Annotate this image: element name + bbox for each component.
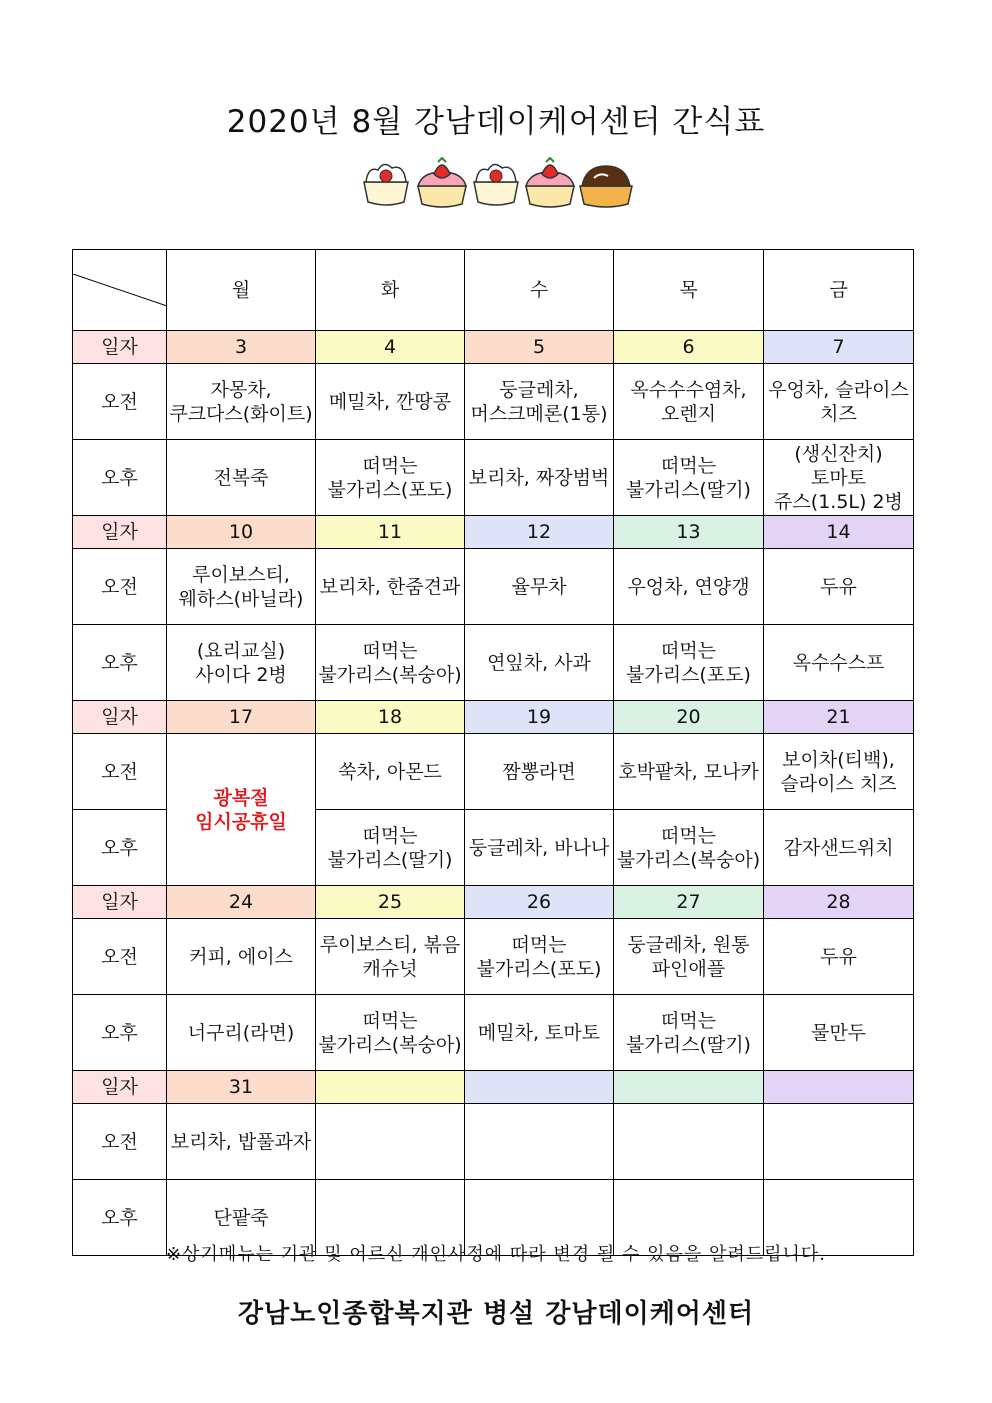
snack-cell: 루이보스티, 볶음 캐슈넛 — [316, 919, 465, 995]
am-row — [73, 549, 914, 625]
am-label: 오전 — [73, 1104, 167, 1180]
pm-row — [73, 995, 914, 1071]
date-cell — [764, 1071, 914, 1104]
date-row — [73, 516, 914, 549]
snack-cell: 우엉차, 슬라이스 치즈 — [764, 364, 914, 440]
date-cell — [316, 1071, 465, 1104]
weekday-wed: 수 — [465, 250, 614, 331]
date-label: 일자 — [73, 331, 167, 364]
date-label: 일자 — [73, 516, 167, 549]
date-cell: 26 — [465, 886, 614, 919]
weekday-thu: 목 — [614, 250, 764, 331]
snack-cell: 떠먹는 불가리스(복숭아) — [614, 810, 764, 886]
date-cell: 19 — [465, 701, 614, 734]
snack-cell: 자몽차, 쿠크다스(화이트) — [167, 364, 316, 440]
snack-cell: (생신잔치) 토마토 쥬스(1.5L) 2병 — [764, 440, 914, 516]
snack-cell: 옥수수스프 — [764, 625, 914, 701]
snack-cell: 커피, 에이스 — [167, 919, 316, 995]
am-label: 오전 — [73, 734, 167, 810]
snack-cell: 물만두 — [764, 995, 914, 1071]
weekday-header-row — [73, 250, 914, 331]
date-cell: 12 — [465, 516, 614, 549]
cream-cake-icon — [364, 164, 408, 205]
snack-cell: 옥수수수염차, 오렌지 — [614, 364, 764, 440]
pm-row — [73, 440, 914, 516]
date-cell — [614, 1071, 764, 1104]
date-cell: 31 — [167, 1071, 316, 1104]
snack-cell: 메밀차, 깐땅콩 — [316, 364, 465, 440]
date-cell: 5 — [465, 331, 614, 364]
date-cell: 27 — [614, 886, 764, 919]
date-cell: 10 — [167, 516, 316, 549]
snack-cell: 연잎차, 사과 — [465, 625, 614, 701]
chocolate-cake-icon — [580, 166, 632, 207]
corner-cell — [73, 250, 167, 331]
snack-cell — [764, 1104, 914, 1180]
snack-cell: 보리차, 한줌견과 — [316, 549, 465, 625]
snack-cell: 떠먹는 불가리스(포도) — [614, 625, 764, 701]
snack-cell: 둥글레차, 머스크메론(1통) — [465, 364, 614, 440]
date-cell: 13 — [614, 516, 764, 549]
date-cell: 25 — [316, 886, 465, 919]
snack-cell: 짬뽕라면 — [465, 734, 614, 810]
snack-cell: 떠먹는 불가리스(복숭아) — [316, 995, 465, 1071]
date-cell — [465, 1071, 614, 1104]
snack-cell: 보리차, 짜장범벅 — [465, 440, 614, 516]
weekday-tue: 화 — [316, 250, 465, 331]
date-label: 일자 — [73, 886, 167, 919]
snack-cell — [316, 1104, 465, 1180]
weekday-mon: 월 — [167, 250, 316, 331]
am-row — [73, 364, 914, 440]
snack-cell: 떠먹는 불가리스(포도) — [316, 440, 465, 516]
pm-label: 오후 — [73, 1180, 167, 1256]
page-title: 2020년 8월 강남데이케어센터 간식표 — [226, 104, 766, 140]
date-cell: 20 — [614, 701, 764, 734]
date-cell: 18 — [316, 701, 465, 734]
snack-cell: 율무차 — [465, 549, 614, 625]
pm-label: 오후 — [73, 625, 167, 701]
date-cell: 6 — [614, 331, 764, 364]
snack-cell: 루이보스티, 웨하스(바닐라) — [167, 549, 316, 625]
date-row — [73, 331, 914, 364]
pm-label: 오후 — [73, 810, 167, 886]
snack-cell: 떠먹는 불가리스(딸기) — [614, 995, 764, 1071]
pm-label: 오후 — [73, 440, 167, 516]
dessert-decoration — [360, 152, 635, 212]
snack-cell — [614, 1104, 764, 1180]
snack-cell: 두유 — [764, 919, 914, 995]
date-cell: 11 — [316, 516, 465, 549]
date-cell: 3 — [167, 331, 316, 364]
snack-cell: 보이차(티백), 슬라이스 치즈 — [764, 734, 914, 810]
date-row — [73, 886, 914, 919]
snack-cell — [465, 1104, 614, 1180]
pm-label: 오후 — [73, 995, 167, 1071]
snack-cell: 너구리(라면) — [167, 995, 316, 1071]
snack-cell: 둥글레차, 원통 파인애플 — [614, 919, 764, 995]
strawberry-cake-icon — [526, 158, 574, 207]
am-label: 오전 — [73, 364, 167, 440]
snack-cell: 보리차, 밥풀과자 — [167, 1104, 316, 1180]
date-label: 일자 — [73, 1071, 167, 1104]
snack-cell: 전복죽 — [167, 440, 316, 516]
pm-row — [73, 625, 914, 701]
snack-cell: (요리교실) 사이다 2병 — [167, 625, 316, 701]
notice-text: ※상기메뉴는 기관 및 어르신 개인사정에 따라 변경 될 수 있음을 알려드립니다. — [165, 1244, 827, 1265]
cream-cake-icon — [474, 164, 518, 205]
am-row — [73, 919, 914, 995]
weekday-fri: 금 — [764, 250, 914, 331]
strawberry-cake-icon — [418, 158, 466, 207]
am-label: 오전 — [73, 549, 167, 625]
footer-organization: 강남노인종합복지관 병설 강남데이케어센터 — [237, 1299, 755, 1329]
date-cell: 28 — [764, 886, 914, 919]
snack-cell: 떠먹는 불가리스(포도) — [465, 919, 614, 995]
snack-cell: 두유 — [764, 549, 914, 625]
date-cell: 4 — [316, 331, 465, 364]
am-label: 오전 — [73, 919, 167, 995]
date-cell: 21 — [764, 701, 914, 734]
snack-cell: 감자샌드위치 — [764, 810, 914, 886]
snack-cell: 호박팥차, 모나카 — [614, 734, 764, 810]
date-cell: 14 — [764, 516, 914, 549]
am-row — [73, 734, 914, 810]
snack-cell: 메밀차, 토마토 — [465, 995, 614, 1071]
date-row — [73, 1071, 914, 1104]
snack-cell: 단팥죽 — [167, 1180, 316, 1256]
date-cell: 24 — [167, 886, 316, 919]
holiday-cell: 광복절 임시공휴일 — [167, 734, 316, 886]
snack-cell: 쑥차, 아몬드 — [316, 734, 465, 810]
date-row — [73, 701, 914, 734]
date-label: 일자 — [73, 701, 167, 734]
date-cell: 7 — [764, 331, 914, 364]
snack-cell: 떠먹는 불가리스(복숭아) — [316, 625, 465, 701]
snack-cell: 둥글레차, 바나나 — [465, 810, 614, 886]
snack-cell: 우엉차, 연양갱 — [614, 549, 764, 625]
am-row — [73, 1104, 914, 1180]
snack-cell: 떠먹는 불가리스(딸기) — [316, 810, 465, 886]
snack-schedule-table — [72, 249, 914, 1256]
date-cell: 17 — [167, 701, 316, 734]
snack-cell: 떠먹는 불가리스(딸기) — [614, 440, 764, 516]
